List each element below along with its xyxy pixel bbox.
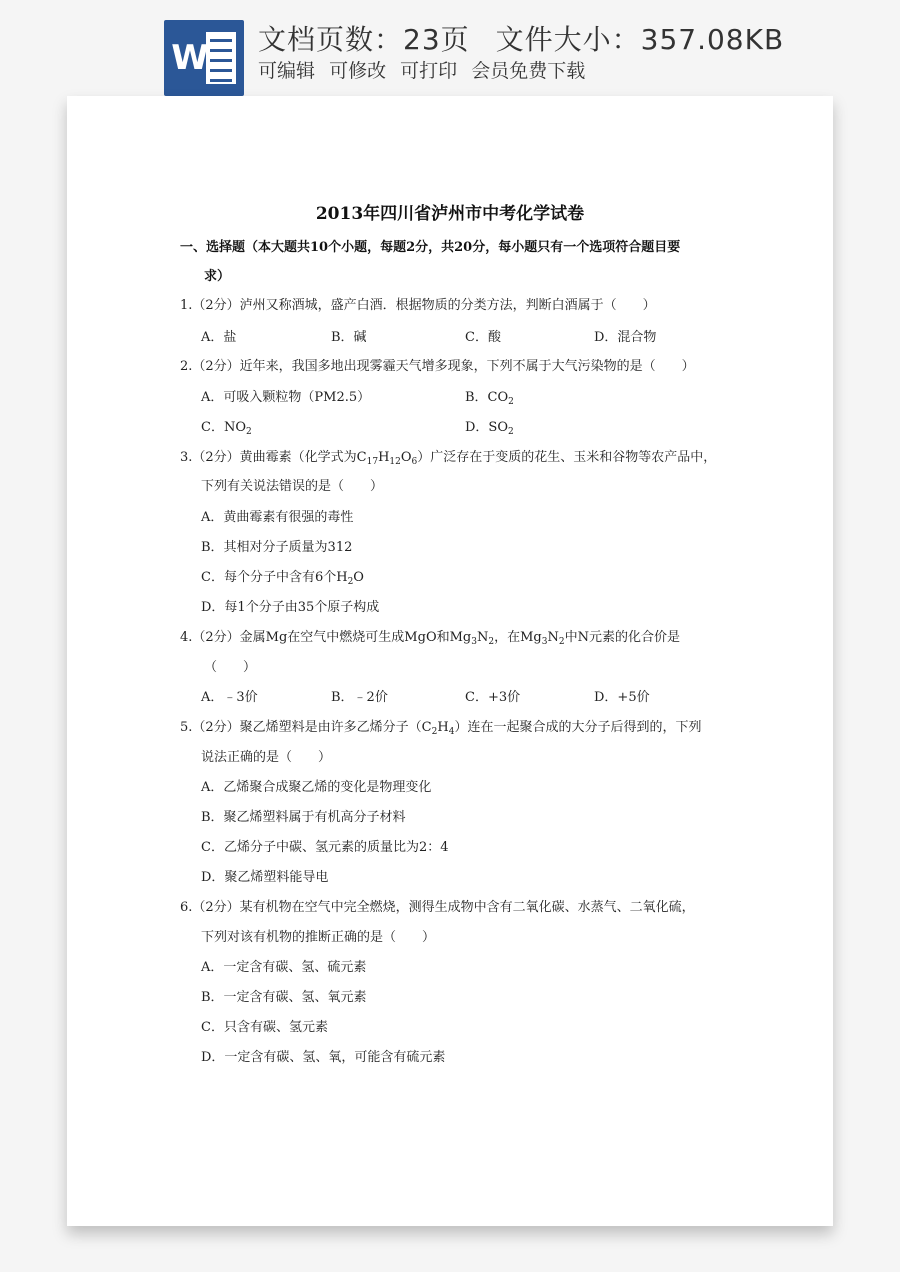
feature-printable: 可打印 [400, 60, 458, 82]
q2-option-b: B．$CO_2$ [465, 390, 514, 407]
q1-option-b: B．碱 [331, 330, 367, 345]
question-4-cont: （ ） [204, 660, 257, 675]
word-document-icon: W [164, 20, 244, 96]
q6-option-c: C．只含有碳、氢元素 [201, 1020, 328, 1035]
q5-option-c: C．乙烯分子中碳、氢元素的质量比为2：4 [201, 840, 449, 855]
feature-free-download: 会员免费下载 [471, 60, 586, 82]
q4-option-c: C．+3价 [465, 690, 521, 705]
document-info [258, 18, 784, 58]
q5-option-b: B．聚乙烯塑料属于有机高分子材料 [201, 810, 406, 825]
feature-editable: 可编辑 [258, 60, 316, 82]
q4-option-d: D．+5价 [594, 690, 650, 705]
q6-option-d: D．一定含有碳、氢、氧，可能含有硫元素 [201, 1050, 446, 1065]
question-3: 3.（2分）黄曲霉素（化学式为$C_{17}H_{12}O_6$）广泛存在于变质的花生、玉米和谷物等农产品中， [180, 450, 717, 467]
q1-option-d: D．混合物 [594, 330, 657, 345]
download-banner [0, 0, 900, 100]
document-page [67, 96, 833, 1226]
q3-option-b: B．其相对分子质量为312 [201, 540, 353, 555]
question-2: 2.（2分）近年来，我国多地出现雾霾天气增多现象，下列不属于大气污染物的是（ ） [180, 359, 695, 374]
file-size: 文件大小：357.08KB [495, 23, 785, 56]
q5-option-d: D．聚乙烯塑料能导电 [201, 870, 329, 885]
q1-option-c: C．酸 [465, 330, 501, 345]
q3-option-d: D．每1个分子由35个原子构成 [201, 600, 380, 615]
q2-option-d: D．$SO_2$ [465, 420, 514, 437]
page-count: 文档页数：23页 [258, 23, 470, 56]
feature-list [258, 56, 593, 83]
q2-option-a: A．可吸入颗粒物（PM2.5） [201, 390, 371, 405]
q6-option-b: B．一定含有碳、氢、氧元素 [201, 990, 367, 1005]
question-5-cont: 说法正确的是（ ） [201, 750, 332, 765]
page-title: 2013年四川省泸州市中考化学试卷 [315, 204, 585, 224]
q6-option-a: A．一定含有碳、氢、硫元素 [201, 960, 367, 975]
q5-option-a: A．乙烯聚合成聚乙烯的变化是物理变化 [201, 780, 432, 795]
question-5: 5.（2分）聚乙烯塑料是由许多乙烯分子$(C_2H_4)$连在一起聚合成的大分子后得到的，下列 [180, 720, 702, 737]
question-1: 1.（2分）泸州又称酒城，盛产白酒．根据物质的分类方法，判断白酒属于（ ） [180, 298, 656, 313]
feature-modifiable: 可修改 [329, 60, 387, 82]
question-6: 6.（2分）某有机物在空气中完全燃烧，测得生成物中含有二氧化碳、水蒸气、二氧化硫， [180, 900, 695, 915]
section-heading-cont: 求） [204, 269, 231, 284]
q3-option-c: C．每个分子中含有6个$H_2O$ [201, 570, 364, 587]
section-heading: 一、选择题（本大题共10个小题，每题2分，共20分，每小题只有一个选项符合题目要 [180, 240, 681, 255]
question-3-cont: 下列有关说法错误的是（ ） [201, 479, 384, 494]
q3-option-a: A．黄曲霉素有很强的毒性 [201, 510, 354, 525]
q1-option-a: A．盐 [201, 330, 237, 345]
q2-option-c: C．$NO_2$ [201, 420, 252, 437]
q4-option-b: B．﹣2价 [331, 690, 388, 705]
question-6-cont: 下列对该有机物的推断正确的是（ ） [201, 930, 436, 945]
q4-option-a: A．﹣3价 [201, 690, 258, 705]
question-4: 4.（2分）金属Mg在空气中燃烧可生成MgO和$Mg_3N_2$，在$Mg_3N_2$中N元素的化合价是 [180, 630, 680, 647]
